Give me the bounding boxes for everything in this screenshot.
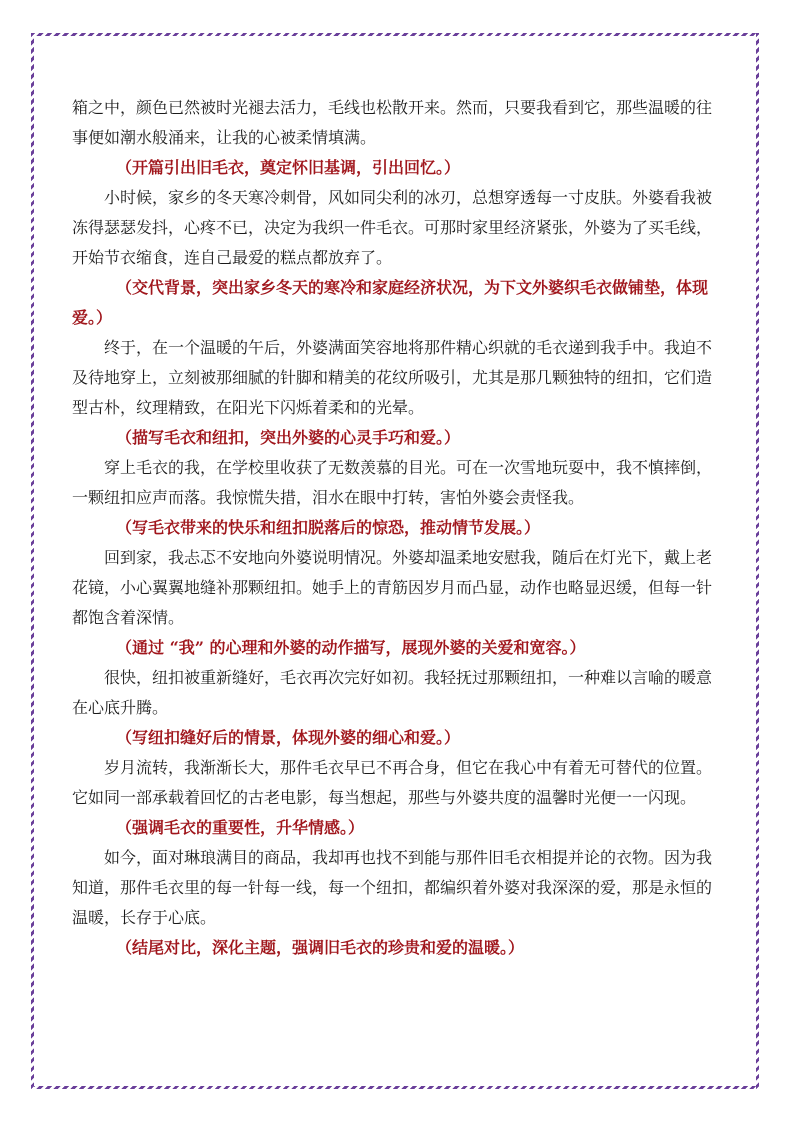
essay-content [72,93,724,963]
annotation: （交代背景，突出家乡冬天的寒冷和家庭经济状况，为下文外婆织毛衣做铺垫，体现爱。） [72,278,709,327]
paragraph: 很快，纽扣被重新缝好，毛衣再次完好如初。我轻抚过那颗纽扣，一种难以言喻的暖意在心底升腾。 [72,668,713,717]
annotation: （写纽扣缝好后的情景，体现外婆的细心和爱。） [116,728,461,747]
paragraph: 小时候，家乡的冬天寒冷刺骨，风如同尖利的冰刃，总想穿透每一寸皮肤。外婆看我被冻得瑟瑟发抖，心疼不已，决定为我织一件毛衣。可那时家里经济紧张，外婆为了买毛线，开始节衣缩食，连自己最爱的糕点都放弃了。 [72,188,713,267]
annotation: （结尾对比，深化主题，强调旧毛衣的珍贵和爱的温暖。） [116,938,525,957]
border-top [31,33,759,36]
paragraph: 穿上毛衣的我，在学校里收获了无数羡慕的目光。可在一次雪地玩耍中，我不慎摔倒，一颗纽扣应声而落。我惊慌失措，泪水在眼中打转，害怕外婆会责怪我。 [72,458,713,507]
border-bottom [31,1086,759,1089]
paragraph: 如今，面对琳琅满目的商品，我却再也找不到能与那件旧毛衣相提并论的衣物。因为我知道，那件毛衣里的每一针每一线，每一个纽扣，都编织着外婆对我深深的爱，那是永恒的温暖，长存于心底。 [72,848,713,927]
paragraph: 终于，在一个温暖的午后，外婆满面笑容地将那件精心织就的毛衣递到我手中。我迫不及待地穿上，立刻被那细腻的针脚和精美的花纹所吸引，尤其是那几颗独特的纽扣，它们造型古朴，纹理精致，在阳光下闪烁着柔和的光晕。 [72,338,713,417]
annotation: （通过 “我” 的心理和外婆的动作描写，展现外婆的关爱和宽容。） [116,638,586,657]
annotation: （写毛衣带来的快乐和纽扣脱落后的惊恐，推动情节发展。） [116,518,541,537]
annotation: （描写毛衣和纽扣，突出外婆的心灵手巧和爱。） [116,428,461,447]
paragraph: 岁月流转，我渐渐长大，那件毛衣早已不再合身，但它在我心中有着无可替代的位置。它如同一部承载着回忆的古老电影，每当想起，那些与外婆共度的温馨时光便一一闪现。 [72,758,713,807]
paragraph: 回到家，我忐忑不安地向外婆说明情况。外婆却温柔地安慰我，随后在灯光下，戴上老花镜，小心翼翼地缝补那颗纽扣。她手上的青筋因岁月而凸显，动作也略显迟缓，但每一针都饱含着深情。 [72,548,713,627]
paragraph: 箱之中，颜色已然被时光褪去活力，毛线也松散开来。然而，只要我看到它，那些温暖的往事便如潮水般涌来，让我的心被柔情填满。 [72,98,713,147]
border-left [31,33,34,1089]
border-right [756,33,759,1089]
annotation: （开篇引出旧毛衣，奠定怀旧基调，引出回忆。） [116,158,461,177]
annotation: （强调毛衣的重要性，升华情感。） [116,818,365,837]
